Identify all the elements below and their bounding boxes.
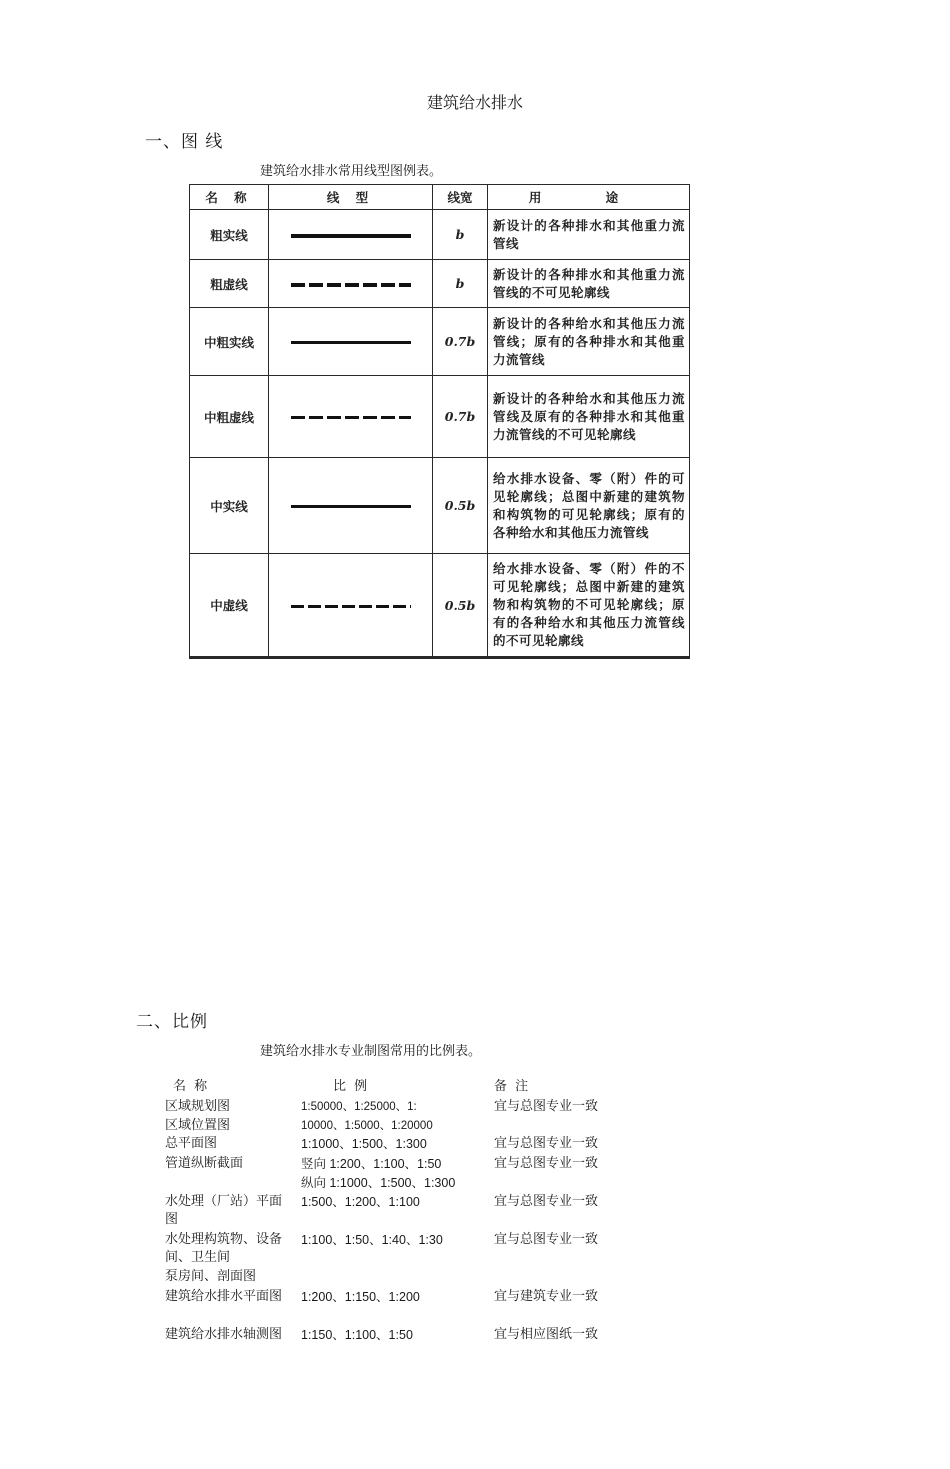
row-scale: 纵向 1:1000、1:500、1:300 [301, 1176, 456, 1190]
row-use: 新设计的各种排水和其他重力流管线的不可见轮廓线 [488, 260, 690, 308]
line-sample-medium-solid [269, 458, 433, 554]
header-line-type: 线 型 [269, 185, 433, 210]
line-sample-thick-dashed [269, 260, 433, 308]
section1-heading: 一、图 线 [145, 132, 224, 152]
table-row [190, 260, 690, 308]
row-name: 粗实线 [190, 210, 269, 260]
line-sample-medium-dashed [269, 554, 433, 658]
row-name: 中虚线 [190, 554, 269, 658]
row-note: 宜与建筑专业一致 [494, 1289, 599, 1304]
row-name: 中粗实线 [190, 308, 269, 376]
section2-caption: 建筑给水排水专业制图常用的比例表。 [260, 1044, 482, 1059]
row-name: 中实线 [190, 458, 269, 554]
row-width: b [433, 210, 488, 260]
row-use: 给水排水设备、零（附）件的可见轮廓线；总图中新建的建筑物和构筑物的可见轮廓线；原有的各种给水和其他压力流管线 [488, 458, 690, 554]
row-note: 宜与总图专业一致 [494, 1232, 599, 1247]
row-use: 给水排水设备、零（附）件的不可见轮廓线；总图中新建的建筑物和构筑物的不可见轮廓线；原有的各种给水和其他压力流管线的不可见轮廓线 [488, 554, 690, 658]
row-name: 建筑给水排水轴测图 [165, 1327, 283, 1342]
row-note: 宜与相应图纸一致 [494, 1327, 599, 1342]
row-scale: 1:150、1:100、1:50 [301, 1328, 413, 1342]
header-name: 名 称 [173, 1079, 210, 1094]
row-use: 新设计的各种排水和其他重力流管线 [488, 210, 690, 260]
row-use: 新设计的各种给水和其他压力流管线；原有的各种排水和其他重力流管线 [488, 308, 690, 376]
row-name: 区域规划图 [165, 1099, 231, 1114]
row-width: 0.7b [433, 308, 488, 376]
section1-caption: 建筑给水排水常用线型图例表。 [260, 164, 443, 179]
header-scale: 比 例 [333, 1079, 370, 1094]
row-name: 中粗虚线 [190, 376, 269, 458]
row-scale: 1:500、1:200、1:100 [301, 1195, 420, 1209]
line-sample-thick-solid [269, 210, 433, 260]
row-name: 水处理构筑物、设备间、卫生间 [165, 1232, 283, 1265]
header-note: 备 注 [494, 1079, 531, 1094]
line-sample-medium-thick-solid [269, 308, 433, 376]
row-scale: 1:100、1:50、1:40、1:30 [301, 1233, 443, 1247]
row-name: 总平面图 [165, 1136, 218, 1151]
line-table-header [190, 185, 690, 210]
row-note: 宜与总图专业一致 [494, 1099, 599, 1114]
table-row [190, 554, 690, 658]
row-scale: 1:200、1:150、1:200 [301, 1290, 420, 1304]
row-scale: 1:1000、1:500、1:300 [301, 1137, 427, 1151]
table-row [190, 210, 690, 260]
row-name: 粗虚线 [190, 260, 269, 308]
row-scale: 10000、1:5000、1:20000 [301, 1120, 433, 1132]
row-width: 0.7b [433, 376, 488, 458]
row-name: 管道纵断截面 [165, 1156, 244, 1171]
row-width: 0.5b [433, 554, 488, 658]
row-name: 泵房间、剖面图 [165, 1269, 257, 1284]
header-line-width: 线宽 [433, 185, 488, 210]
table-row [190, 376, 690, 458]
row-scale: 1:50000、1:25000、1: [301, 1101, 417, 1113]
row-scale: 竖向 1:200、1:100、1:50 [301, 1157, 442, 1171]
header-name: 名 称 [190, 185, 269, 210]
line-type-table [189, 184, 690, 659]
row-note: 宜与总图专业一致 [494, 1156, 599, 1171]
row-use: 新设计的各种给水和其他压力流管线及原有的各种排水和其他重力流管线的不可见轮廓线 [488, 376, 690, 458]
header-use: 用 途 [488, 185, 690, 210]
line-sample-medium-thick-dashed [269, 376, 433, 458]
row-width: 0.5b [433, 458, 488, 554]
row-name: 区域位置图 [165, 1118, 231, 1133]
row-name: 水处理（厂站）平面图 [165, 1194, 283, 1227]
row-width: b [433, 260, 488, 308]
row-note: 宜与总图专业一致 [494, 1194, 599, 1209]
section2-heading: 二、比例 [136, 1012, 208, 1032]
table-row [190, 458, 690, 554]
document-title: 建筑给水排水 [426, 93, 523, 112]
table-row [190, 308, 690, 376]
row-note: 宜与总图专业一致 [494, 1136, 599, 1151]
row-name: 建筑给水排水平面图 [165, 1289, 283, 1304]
